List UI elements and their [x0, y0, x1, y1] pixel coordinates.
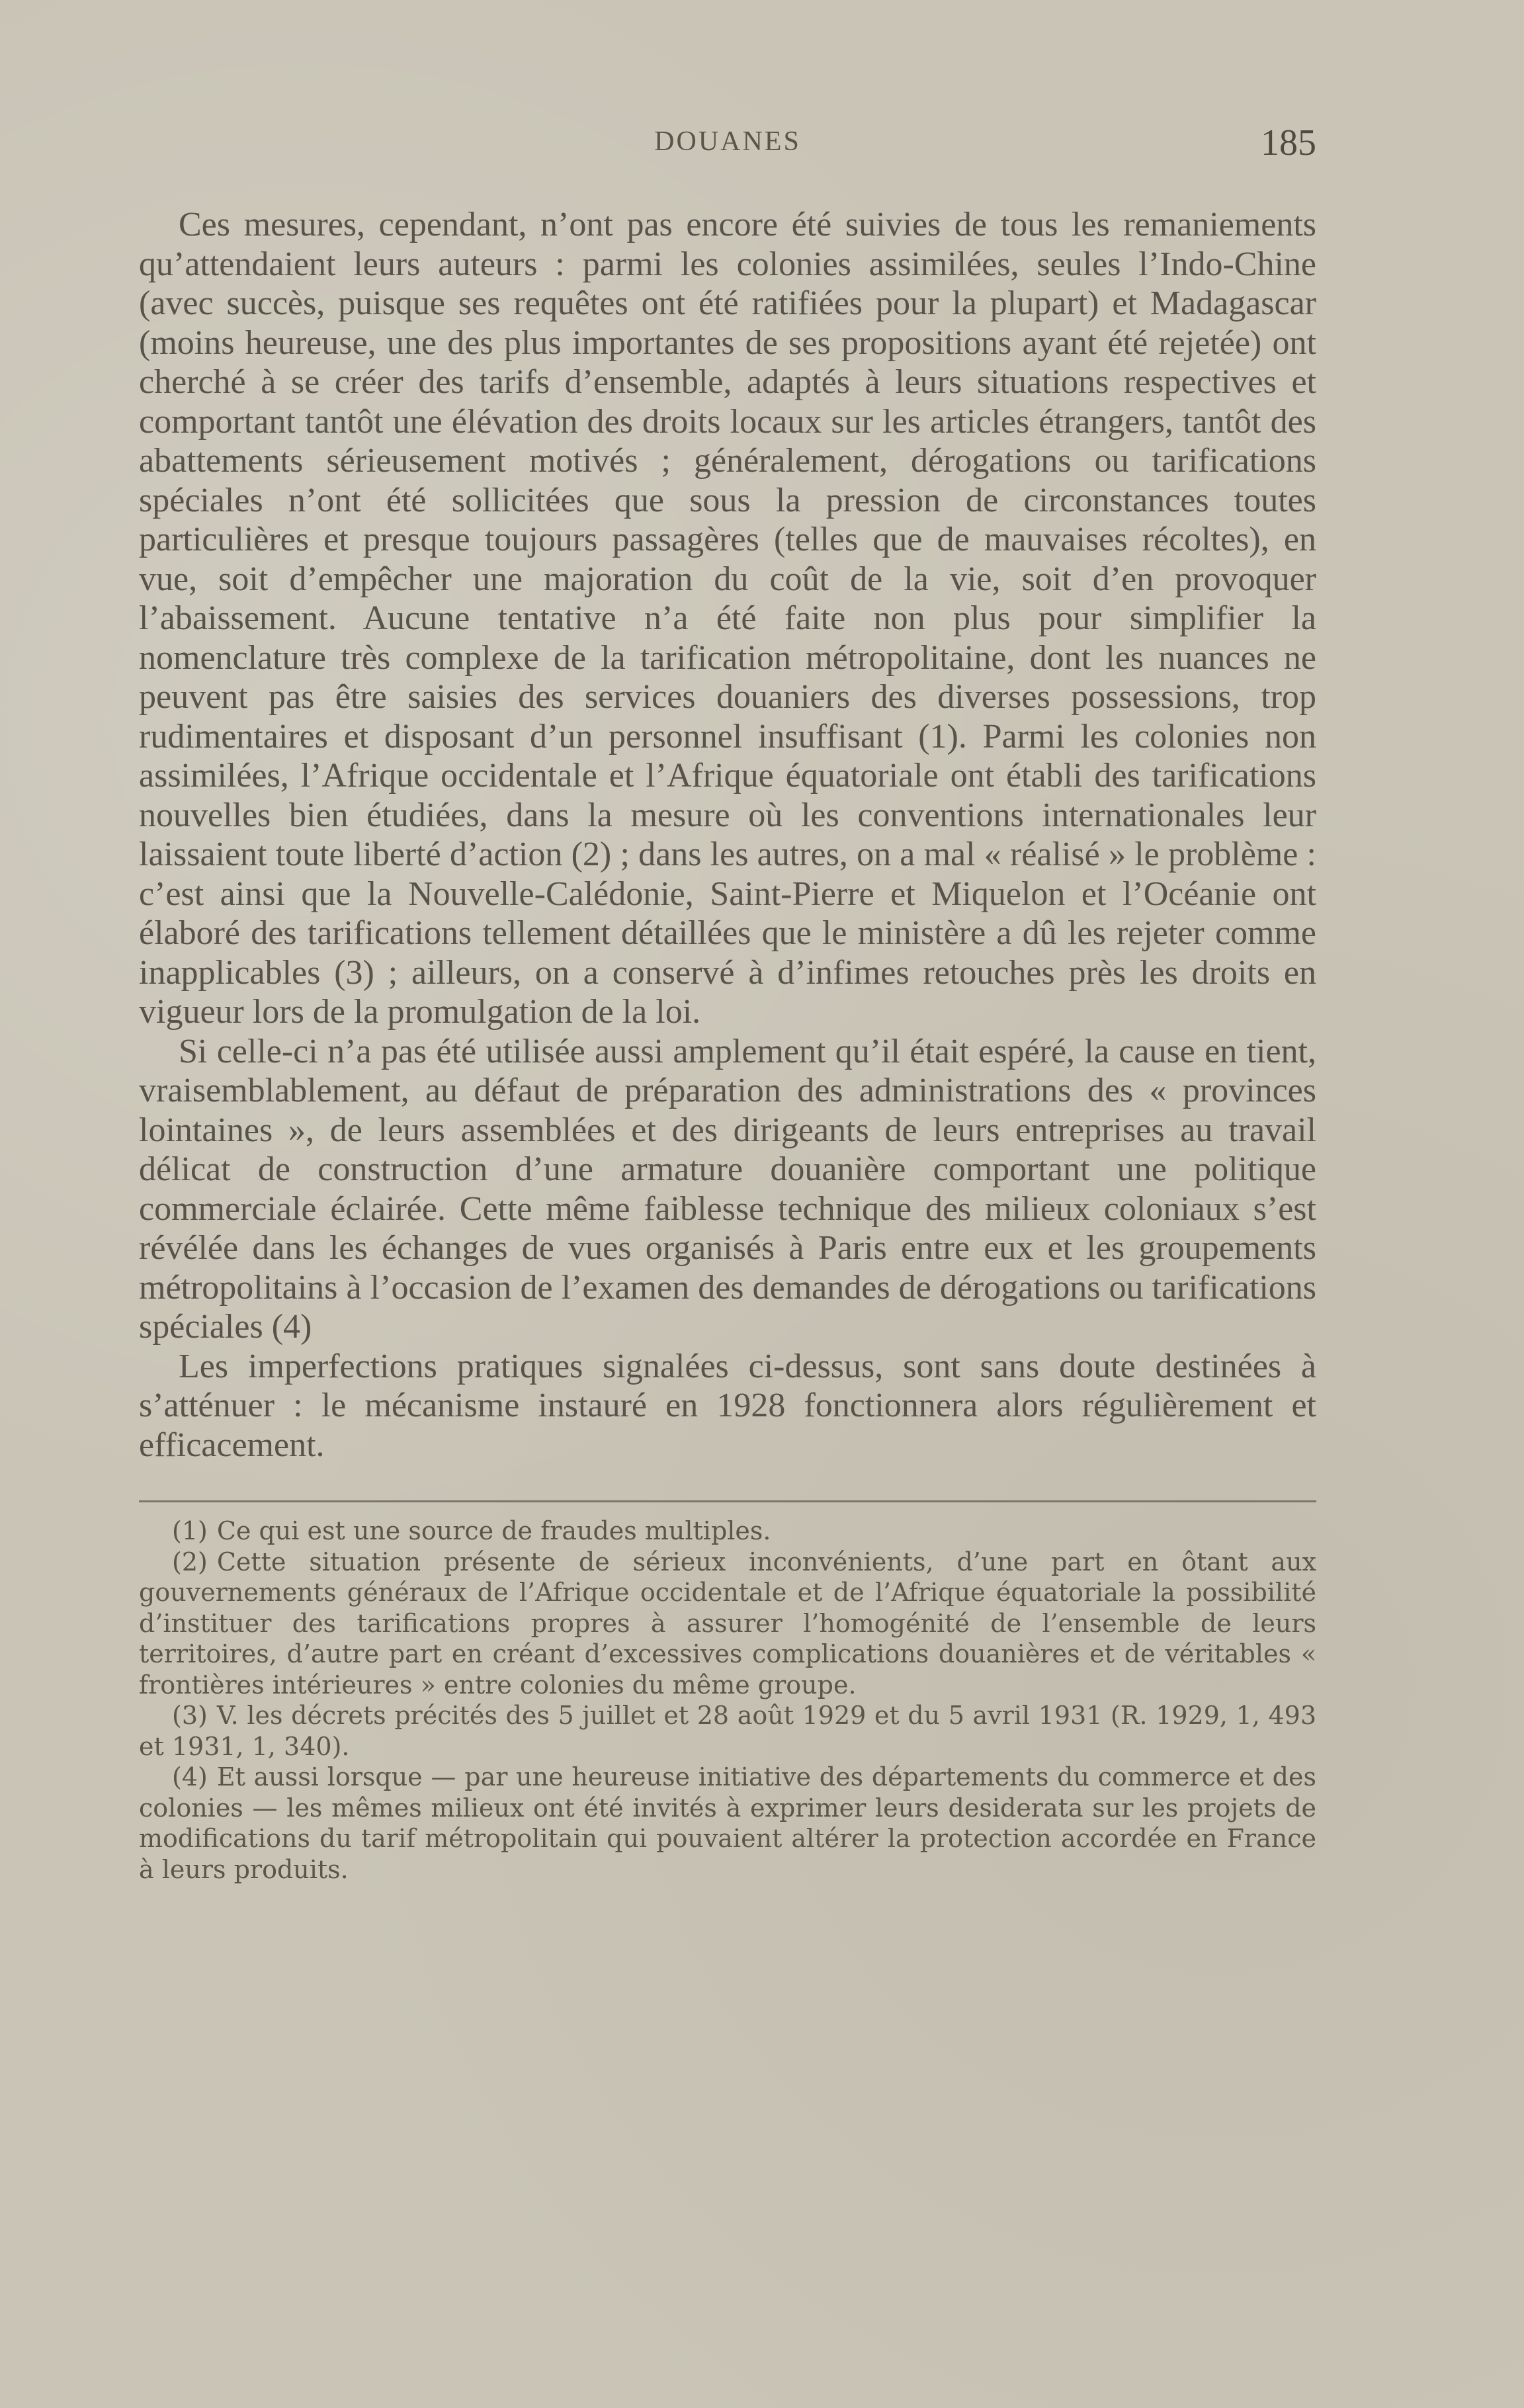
- page-number: 185: [1261, 122, 1316, 163]
- footnotes: [139, 1516, 1316, 1885]
- footnote-1: [139, 1516, 1316, 1547]
- page-header: [139, 122, 1316, 179]
- footnote-4: [139, 1762, 1316, 1885]
- paragraph-3: Les imperfections pratiques signalées ci-dessus, sont sans doute destinées à s’atténuer : le mécanisme instauré en 1928 fonctionnera alors régulièrement et efficacement.: [139, 1347, 1316, 1464]
- footnote-text: Et aussi lorsque — par une heureuse initiative des départements du commerce et des colonies — les mêmes milieux ont été invités à exprimer leurs desiderata sur les projets de modifications du tarif métropolitain qui pouvaient altérer la protection accordée en France à leurs produits.: [139, 1762, 1316, 1884]
- footnote-text: Ce qui est une source de fraudes multiples.: [216, 1516, 771, 1545]
- footnote-number: (1): [172, 1516, 208, 1545]
- footnote-text: Cette situation présente de sérieux inconvénients, d’une part en ôtant aux gouvernements généraux de l’Afrique occidentale et de l’Afrique équatoriale la possibilité d’instituer des tarifications propres à assurer l’homogénité de l’ensemble de leurs territoires, d’autre part en créant d’excessives complications douanières et de véritables « frontières intérieures » entre colonies du même groupe.: [139, 1547, 1316, 1699]
- footnote-3: [139, 1700, 1316, 1762]
- footnote-2: [139, 1547, 1316, 1701]
- running-head: DOUANES: [654, 126, 801, 157]
- footnote-number: (2): [172, 1547, 208, 1576]
- footnote-divider: [139, 1500, 1316, 1502]
- footnote-number: (3): [172, 1701, 208, 1730]
- footnote-number: (4): [172, 1762, 208, 1791]
- paragraph-1: Ces mesures, cependant, n’ont pas encore été suivies de tous les remaniements qu’attendaient leurs auteurs : parmi les colonies assimilées, seules l’Indo-Chine (avec succès, puisque ses requêtes ont été ratifiées pour la plupart) et Madagascar (moins heureuse, une des plus importantes de ses propositions ayant été rejetée) ont cherché à se créer des tarifs d’ensemble, adaptés à leurs situations respectives et comportant tantôt une élévation des droits locaux sur les articles étrangers, tantôt des abattements sérieusement motivés ; généralement, dérogations ou tarifications spéciales n’ont été sollicitées que sous la pression de circonstances toutes particulières et presque toujours passagères (telles que de mauvaises récoltes), en vue, soit d’empêcher une majoration du coût de la vie, soit d’en provoquer l’abaissement. Aucune tentative n’a été faite non plus pour simplifier la nomenclature très complexe de la tarification métropolitaine, dont les nuances ne peuvent pas être saisies des services douaniers des diverses possessions, trop rudimentaires et disposant d’un personnel insuffisant (1). Parmi les colonies non assimilées, l’Afrique occidentale et l’Afrique équatoriale ont établi des tarifications nouvelles bien étudiées, dans la mesure où les conventions internationales leur laissaient toute liberté d’action (2) ; dans les autres, on a mal « réalisé » le problème : c’est ainsi que la Nouvelle-Calédonie, Saint-Pierre et Miquelon et l’Océanie ont élaboré des tarifications tellement détaillées que le ministère a dû les rejeter comme inapplicables (3) ; ailleurs, on a conservé à d’infimes retouches près les droits en vigueur lors de la promulgation de la loi.: [139, 206, 1316, 1031]
- book-page: [139, 122, 1316, 2296]
- footnote-text: V. les décrets précités des 5 juillet et 28 août 1929 et du 5 avril 1931 (R. 1929, 1, 493 et 1931, 1, 340).: [139, 1701, 1316, 1761]
- paragraph-2: Si celle-ci n’a pas été utilisée aussi amplement qu’il était espéré, la cause en tient, vraisemblablement, au défaut de préparation des administrations des « provinces lointaines », de leurs assemblées et des dirigeants de leurs entreprises au travail délicat de construction d’une armature douanière comportant une politique commerciale éclairée. Cette même faiblesse technique des milieux coloniaux s’est révélée dans les échanges de vues organisés à Paris entre eux et les groupements métropolitains à l’occasion de l’examen des demandes de dérogations ou tarifications spéciales (4): [139, 1032, 1316, 1346]
- main-text: [139, 205, 1316, 1465]
